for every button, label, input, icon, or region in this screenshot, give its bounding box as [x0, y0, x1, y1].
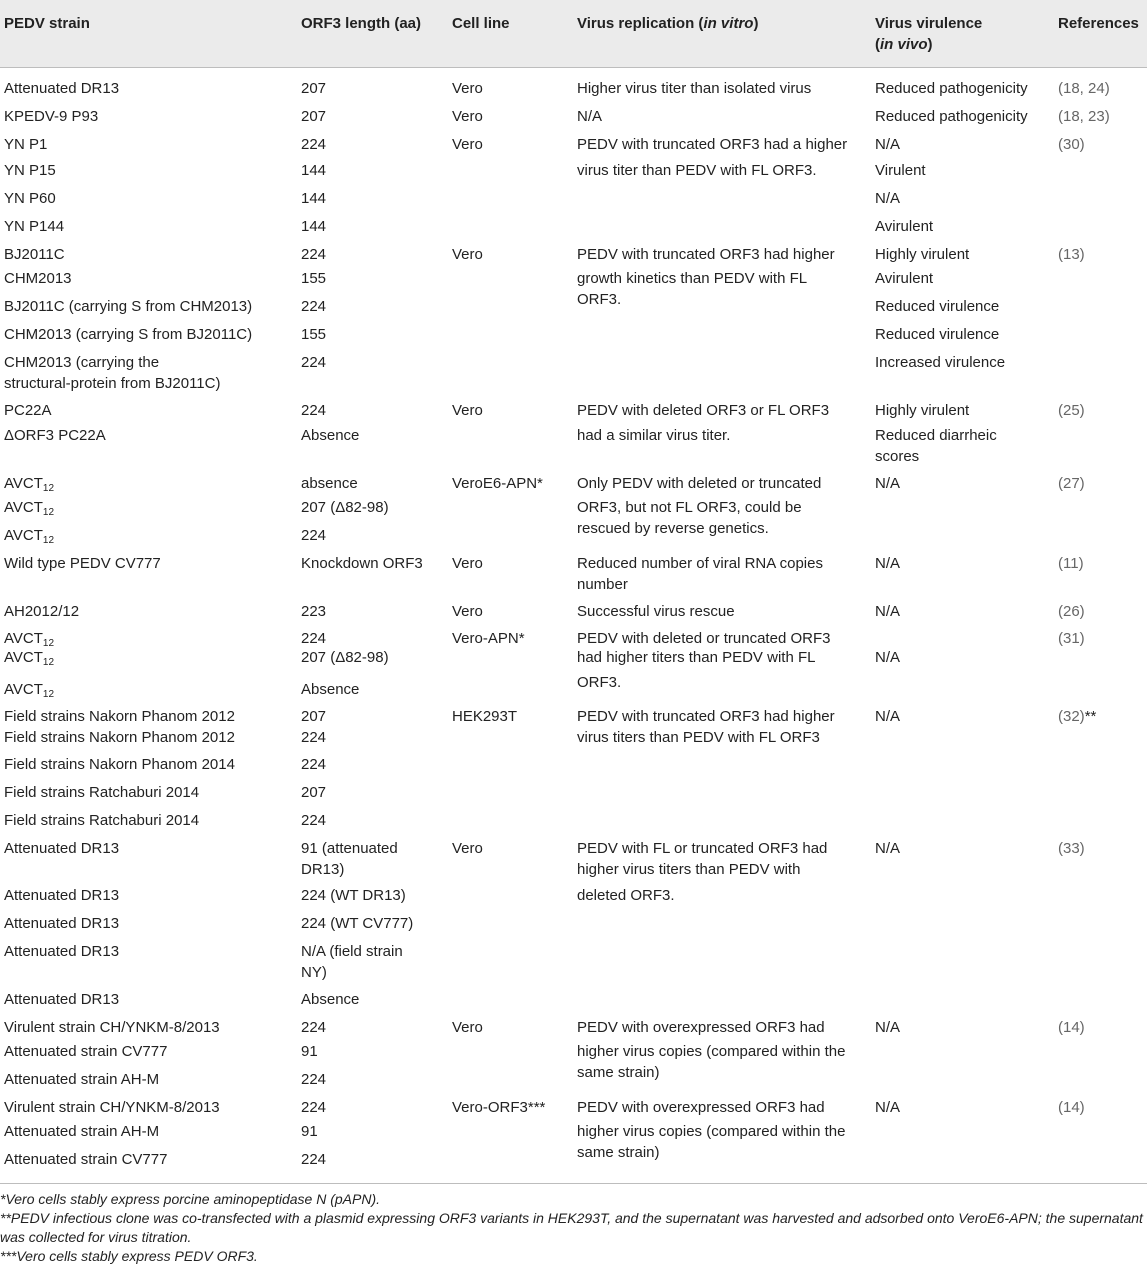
cell-virulence: N/A — [875, 708, 901, 725]
cell-orf3: 91 — [301, 1043, 318, 1060]
cell-replication: higher virus copies (compared within the — [577, 1123, 846, 1140]
cell-orf3: 144 — [301, 190, 327, 207]
cell-virulence: N/A — [875, 1099, 901, 1116]
cell-strain: Field strains Ratchaburi 2014 — [4, 784, 200, 801]
cell-strain: CHM2013 (carrying the — [4, 354, 160, 371]
cell-ref: (30) — [1058, 136, 1085, 153]
cell-orf3: absence — [301, 475, 358, 492]
cell-orf3: 207 — [301, 708, 327, 725]
cell-ref: (11) — [1058, 555, 1084, 572]
cell-ref: (32)** — [1058, 708, 1097, 725]
cell-virulence: Reduced virulence — [875, 326, 1000, 343]
cell-ref: (14) — [1058, 1099, 1085, 1116]
cell-virulence: Reduced pathogenicity — [875, 108, 1028, 125]
cell-ref: (25) — [1058, 402, 1085, 419]
cell-virulence: Reduced virulence — [875, 298, 1000, 315]
cell-cell: Vero — [452, 246, 483, 263]
cell-strain: structural-protein from BJ2011C) — [4, 375, 221, 392]
cell-strain: Attenuated DR13 — [4, 943, 120, 960]
col-header-orf3-length: ORF3 length (aa) — [301, 15, 422, 32]
cell-ref: (14) — [1058, 1019, 1085, 1036]
col-header-virus-replication: Virus replication (in vitro) — [577, 15, 759, 32]
cell-ref: (18, 24) — [1058, 80, 1110, 97]
table-footnotes — [0, 1190, 1147, 1266]
cell-ref: (31) — [1058, 630, 1085, 647]
cell-replication: Higher virus titer than isolated virus — [577, 80, 812, 97]
cell-virulence: N/A — [875, 649, 901, 666]
cell-cell: Vero — [452, 402, 483, 419]
cell-orf3: 224 — [301, 527, 327, 544]
cell-orf3: 224 (WT CV777) — [301, 915, 414, 932]
cell-virulence: scores — [875, 448, 920, 465]
cell-orf3: 224 — [301, 136, 327, 153]
cell-cell: Vero — [452, 108, 483, 125]
cell-cell: Vero — [452, 840, 483, 857]
cell-orf3: 224 (WT DR13) — [301, 887, 406, 904]
cell-replication: ORF3, but not FL ORF3, could be — [577, 499, 802, 516]
table-bottom-rule — [0, 1183, 1147, 1184]
cell-strain: Attenuated DR13 — [4, 991, 120, 1008]
cell-orf3: 207 — [301, 80, 327, 97]
cell-virulence: Reduced pathogenicity — [875, 80, 1028, 97]
cell-virulence: Highly virulent — [875, 246, 970, 263]
cell-virulence: N/A — [875, 555, 901, 572]
cell-virulence: N/A — [875, 603, 901, 620]
cell-replication: virus titer than PEDV with FL ORF3. — [577, 162, 817, 179]
header-rule — [0, 67, 1147, 68]
cell-strain: Attenuated strain AH-M — [4, 1071, 160, 1088]
cell-strain: CHM2013 (carrying S from BJ2011C) — [4, 326, 253, 343]
cell-orf3: 223 — [301, 603, 327, 620]
cell-orf3: 224 — [301, 756, 327, 773]
cell-cell: Vero-APN* — [452, 630, 525, 647]
cell-ref: (18, 23) — [1058, 108, 1110, 125]
cell-cell: Vero — [452, 80, 483, 97]
cell-cell: Vero — [452, 136, 483, 153]
cell-replication: ORF3. — [577, 674, 622, 691]
cell-strain: Attenuated DR13 — [4, 887, 120, 904]
cell-orf3: 91 (attenuated — [301, 840, 398, 857]
cell-strain: YN P60 — [4, 190, 56, 207]
cell-orf3: Absence — [301, 427, 360, 444]
cell-orf3: 224 — [301, 1071, 327, 1088]
cell-virulence: N/A — [875, 840, 901, 857]
cell-ref: (26) — [1058, 603, 1085, 620]
cell-replication: higher virus copies (compared within the — [577, 1043, 846, 1060]
cell-strain: $AVCT_{12}$ — [4, 681, 55, 700]
cell-replication: number — [577, 576, 628, 593]
footnote: ***Vero cells stably express PEDV ORF3. — [0, 1248, 258, 1264]
cell-replication: growth kinetics than PEDV with FL — [577, 270, 808, 287]
cell-orf3: 207 (Δ82-98) — [301, 649, 389, 666]
cell-strain: Wild type PEDV CV777 — [4, 555, 161, 572]
cell-cell: VeroE6-APN* — [452, 475, 543, 492]
cell-ref: (13) — [1058, 246, 1085, 263]
cell-replication: PEDV with truncated ORF3 had higher — [577, 246, 835, 263]
cell-orf3: 144 — [301, 162, 327, 179]
cell-virulence: N/A — [875, 475, 901, 492]
cell-virulence: N/A — [875, 1019, 901, 1036]
cell-orf3: 155 — [301, 326, 327, 343]
cell-strain: AH2012/12 — [4, 603, 80, 620]
cell-replication: same strain) — [577, 1064, 660, 1081]
cell-orf3: 207 (Δ82-98) — [301, 499, 389, 516]
cell-strain: CHM2013 — [4, 270, 72, 287]
col-header-references: References — [1058, 15, 1139, 32]
cell-strain: BJ2011C — [4, 246, 65, 263]
cell-replication: higher virus titers than PEDV with — [577, 861, 801, 878]
cell-orf3: N/A (field strain — [301, 943, 403, 960]
footnote: was collected for virus titration. — [0, 1229, 192, 1245]
cell-orf3: Absence — [301, 681, 360, 698]
cell-cell: Vero-ORF3*** — [452, 1099, 546, 1116]
cell-orf3: 224 — [301, 1099, 327, 1116]
cell-strain: BJ2011C (carrying S from CHM2013) — [4, 298, 253, 315]
cell-orf3: NY) — [301, 964, 327, 981]
col-header-strain: PEDV strain — [4, 15, 90, 32]
cell-cell: HEK293T — [452, 708, 518, 725]
cell-orf3: Absence — [301, 991, 360, 1008]
cell-strain: YN P15 — [4, 162, 56, 179]
cell-strain: Field strains Ratchaburi 2014 — [4, 812, 200, 829]
cell-virulence: Avirulent — [875, 218, 934, 235]
cell-cell: Vero — [452, 1019, 483, 1036]
cell-strain: $AVCT_{12}$ — [4, 499, 55, 518]
cell-strain: ΔORF3 PC22A — [4, 427, 106, 444]
cell-virulence: Avirulent — [875, 270, 934, 287]
cell-strain: $AVCT_{12}$ — [4, 649, 55, 668]
cell-orf3: 224 — [301, 1019, 327, 1036]
cell-strain: YN P144 — [4, 218, 65, 235]
cell-virulence: N/A — [875, 136, 901, 153]
cell-replication: Reduced number of viral RNA copies — [577, 555, 823, 572]
cell-orf3: 224 — [301, 246, 327, 263]
cell-virulence: Highly virulent — [875, 402, 970, 419]
cell-orf3: 224 — [301, 354, 327, 371]
cell-replication: virus titers than PEDV with FL ORF3 — [577, 729, 820, 746]
cell-replication: PEDV with overexpressed ORF3 had — [577, 1099, 825, 1116]
cell-strain: Attenuated DR13 — [4, 840, 120, 857]
cell-replication: PEDV with truncated ORF3 had a higher — [577, 136, 848, 153]
cell-replication: PEDV with FL or truncated ORF3 had — [577, 840, 828, 857]
col-header-cell-line: Cell line — [452, 15, 510, 32]
cell-strain: Field strains Nakorn Phanom 2012 — [4, 708, 235, 725]
cell-orf3: 224 — [301, 812, 327, 829]
cell-orf3: 207 — [301, 784, 327, 801]
cell-replication: Only PEDV with deleted or truncated — [577, 475, 822, 492]
cell-strain: Attenuated strain CV777 — [4, 1151, 168, 1168]
cell-replication: rescued by reverse genetics. — [577, 520, 769, 537]
cell-orf3: 224 — [301, 402, 327, 419]
cell-orf3: 224 — [301, 630, 327, 647]
cell-strain: KPEDV-9 P93 — [4, 108, 99, 125]
cell-replication: Successful virus rescue — [577, 603, 735, 620]
cell-strain: Field strains Nakorn Phanom 2012 — [4, 729, 235, 746]
cell-strain: Virulent strain CH/YNKM-8/2013 — [4, 1019, 220, 1036]
cell-strain: Attenuated DR13 — [4, 915, 120, 932]
cell-strain: Attenuated strain CV777 — [4, 1043, 168, 1060]
cell-virulence: N/A — [875, 190, 901, 207]
cell-orf3: 224 — [301, 729, 327, 746]
cell-replication: PEDV with deleted ORF3 or FL ORF3 — [577, 402, 830, 419]
cell-replication: had a similar virus titer. — [577, 427, 731, 444]
cell-strain: Attenuated strain AH-M — [4, 1123, 160, 1140]
cell-orf3: 91 — [301, 1123, 318, 1140]
col-header-virus-virulence: Virus virulence (in vivo) — [875, 15, 983, 53]
cell-ref: (33) — [1058, 840, 1085, 857]
cell-cell: Vero — [452, 603, 483, 620]
cell-strain: Field strains Nakorn Phanom 2014 — [4, 756, 235, 773]
cell-replication: N/A — [577, 108, 603, 125]
cell-strain: Virulent strain CH/YNKM-8/2013 — [4, 1099, 220, 1116]
footnote: **PEDV infectious clone was co-transfected with a plasmid expressing ORF3 variants in HEK293T, and the supernatant was harvested and adsorbed onto VeroE6-APN; the supernatant — [0, 1210, 1143, 1226]
cell-orf3: 155 — [301, 270, 327, 287]
cell-replication: ORF3. — [577, 291, 622, 308]
cell-orf3: 207 — [301, 108, 327, 125]
cell-orf3: 144 — [301, 218, 327, 235]
cell-replication: same strain) — [577, 1144, 660, 1161]
cell-replication: deleted ORF3. — [577, 887, 675, 904]
cell-orf3: 224 — [301, 298, 327, 315]
cell-replication: had higher titers than PEDV with FL — [577, 649, 816, 666]
cell-orf3: 224 — [301, 1151, 327, 1168]
cell-strain: Attenuated DR13 — [4, 80, 120, 97]
cell-virulence: Increased virulence — [875, 354, 1006, 371]
cell-virulence: Reduced diarrheic — [875, 427, 997, 444]
cell-strain: YN P1 — [4, 136, 48, 153]
cell-orf3: DR13) — [301, 861, 345, 878]
footnote: *Vero cells stably express porcine aminopeptidase N (pAPN). — [0, 1191, 380, 1207]
cell-strain: $AVCT_{12}$ — [4, 475, 55, 494]
cell-replication: PEDV with truncated ORF3 had higher — [577, 708, 835, 725]
cell-virulence: Virulent — [875, 162, 926, 179]
cell-orf3: Knockdown ORF3 — [301, 555, 423, 572]
cell-cell: Vero — [452, 555, 483, 572]
cell-ref: (27) — [1058, 475, 1085, 492]
cell-strain: PC22A — [4, 402, 52, 419]
cell-strain: $AVCT_{12}$ — [4, 527, 55, 546]
cell-replication: PEDV with deleted or truncated ORF3 — [577, 630, 831, 647]
cell-strain: $AVCT_{12}$ — [4, 630, 55, 649]
cell-replication: PEDV with overexpressed ORF3 had — [577, 1019, 825, 1036]
